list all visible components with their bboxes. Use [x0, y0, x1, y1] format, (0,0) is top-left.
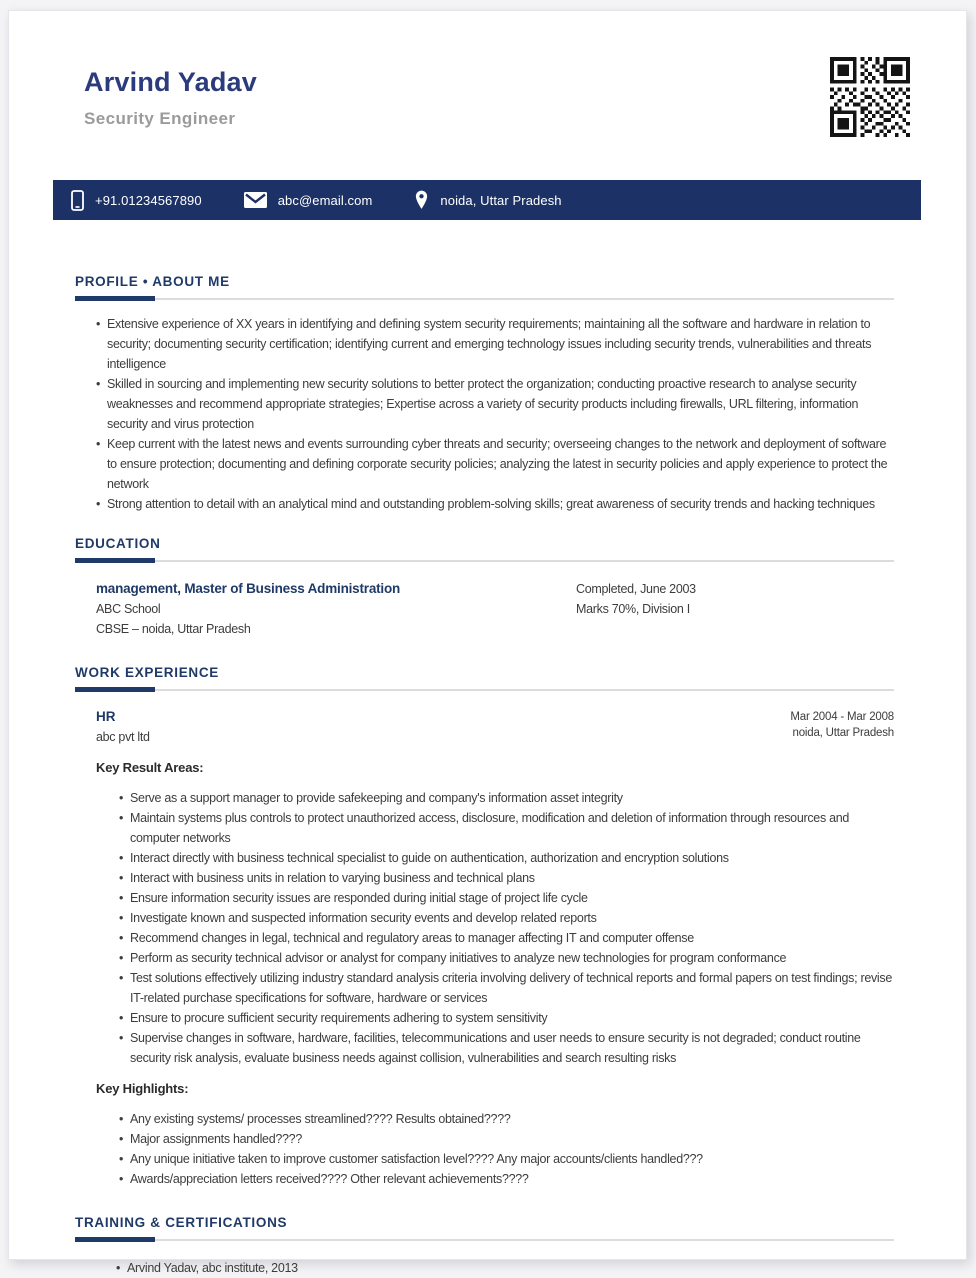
list-item: • Extensive experience of XX years in identifying and defining system security requirements; maintaining all the software and hardware in relation to security; documenting security certification; identifying current and emerging technology issues including security trends, vulnerabilities and threats intelligence	[96, 314, 894, 374]
education-marks: Marks 70%, Division I	[576, 602, 690, 616]
profile-list	[96, 314, 894, 514]
contact-phone-text: +91.01234567890	[95, 192, 202, 208]
list-item: • Strong attention to detail with an analytical mind and outstanding problem-solving skills; great awareness of security trends and hacking techniques	[96, 494, 894, 514]
section-education	[75, 536, 894, 639]
section-divider	[75, 1237, 894, 1242]
list-item: • Investigate known and suspected information security events and develop related reports	[119, 908, 894, 928]
list-item: • Ensure to procure sufficient security requirements adhering to system sensitivity	[119, 1008, 894, 1028]
contact-phone	[71, 190, 202, 211]
list-item: • Interact with business units in relation to varying business and technical plans	[119, 868, 894, 888]
key-highlights-list	[119, 1109, 894, 1189]
key-highlights-label: Key Highlights:	[96, 1081, 189, 1096]
training-heading: TRAINING & CERTIFICATIONS	[75, 1215, 288, 1230]
education-meta	[576, 579, 696, 639]
list-item: • Keep current with the latest news and events surrounding cyber threats and security; overseeing changes to the network and deployment of software to ensure protection; documenting and defining corporate security policies; analyzing the latest in security policies and apply experience to protect the network	[96, 434, 894, 494]
qr-code	[830, 57, 910, 137]
divider-accent	[75, 687, 155, 692]
list-item: • Major assignments handled????	[119, 1129, 894, 1149]
divider-accent	[75, 1237, 155, 1242]
list-item: • Arvind Yadav, abc institute, 2013	[116, 1258, 894, 1278]
section-divider	[75, 296, 894, 301]
job-company: abc pvt ltd	[96, 730, 150, 744]
list-item: • Supervise changes in software, hardware, facilities, telecommunications and user needs to ensure security is not degraded; conduct routine security risk analysis, evaluate business needs against collision, vulnerabilities and search resulting risks	[119, 1028, 894, 1068]
list-item: • Awards/appreciation letters received???? Other relevant achievements????	[119, 1169, 894, 1189]
education-completed: Completed, June 2003	[576, 582, 696, 596]
divider-accent	[75, 296, 155, 301]
person-job-title: Security Engineer	[84, 109, 236, 128]
divider-accent	[75, 558, 155, 563]
job-location: noida, Uttar Pradesh	[792, 727, 894, 739]
resume-header	[9, 11, 966, 166]
education-details	[96, 579, 576, 639]
list-item: • Ensure information security issues are responded during initial stage of project life cycle	[119, 888, 894, 908]
education-entry	[96, 579, 894, 639]
profile-heading: PROFILE • ABOUT ME	[75, 274, 230, 289]
list-item: • Recommend changes in legal, technical and regulatory areas to manager affecting IT and computer offense	[119, 928, 894, 948]
phone-icon	[71, 190, 84, 211]
person-name: Arvind Yadav	[84, 67, 257, 97]
work-entry-header	[96, 707, 894, 747]
list-item: • Maintain systems plus controls to protect unauthorized access, disclosure, modification and deletion of information through resources and computer networks	[119, 808, 894, 848]
list-item: • Interact directly with business technical specialist to guide on authentication, authorization and encryption solutions	[119, 848, 894, 868]
contact-location-text: noida, Uttar Pradesh	[440, 192, 562, 208]
education-school: ABC School	[96, 602, 161, 616]
email-icon	[244, 192, 267, 208]
section-divider	[75, 558, 894, 563]
training-list	[116, 1258, 894, 1278]
list-item: • Serve as a support manager to provide safekeeping and company's information asset integrity	[119, 788, 894, 808]
work-entry-meta	[790, 707, 894, 747]
list-item: • Perform as security technical advisor or analyst for company initiatives to analyze new technologies for program conformance	[119, 948, 894, 968]
list-item: • Test solutions effectively utilizing industry standard analysis criteria involving delivery of technical reports and formal papers on test findings; revise IT-related purchase specifications for software, hardware or services	[119, 968, 894, 1008]
education-degree: management, Master of Business Administration	[96, 581, 401, 596]
job-dates: Mar 2004 - Mar 2008	[790, 711, 894, 723]
location-pin-icon	[414, 190, 429, 210]
resume-content	[9, 274, 966, 1278]
list-item: • Any existing systems/ processes streamlined???? Results obtained????	[119, 1109, 894, 1129]
contact-email	[244, 192, 373, 208]
job-role: HR	[96, 709, 116, 724]
work-heading: WORK EXPERIENCE	[75, 665, 220, 680]
section-training-certifications	[75, 1215, 894, 1278]
section-profile	[75, 274, 894, 514]
contact-email-text: abc@email.com	[277, 192, 373, 208]
education-heading: EDUCATION	[75, 536, 161, 551]
section-divider	[75, 687, 894, 692]
section-work-experience	[75, 665, 894, 1189]
list-item: • Any unique initiative taken to improve customer satisfaction level???? Any major accounts/clients handled???	[119, 1149, 894, 1169]
key-result-areas-label: Key Result Areas:	[96, 760, 204, 775]
work-entry-left	[96, 707, 150, 747]
education-board: CBSE – noida, Uttar Pradesh	[96, 622, 251, 636]
key-result-areas-list	[119, 788, 894, 1068]
list-item: • Skilled in sourcing and implementing new security solutions to better protect the organization; conducting proactive research to analyse security weaknesses and recommend appropriate strategies; Expertise across a variety of security products including firewalls, URL filtering, information security and virus protection	[96, 374, 894, 434]
contact-bar	[53, 180, 921, 220]
resume-page	[8, 10, 967, 1275]
contact-location	[414, 190, 561, 210]
